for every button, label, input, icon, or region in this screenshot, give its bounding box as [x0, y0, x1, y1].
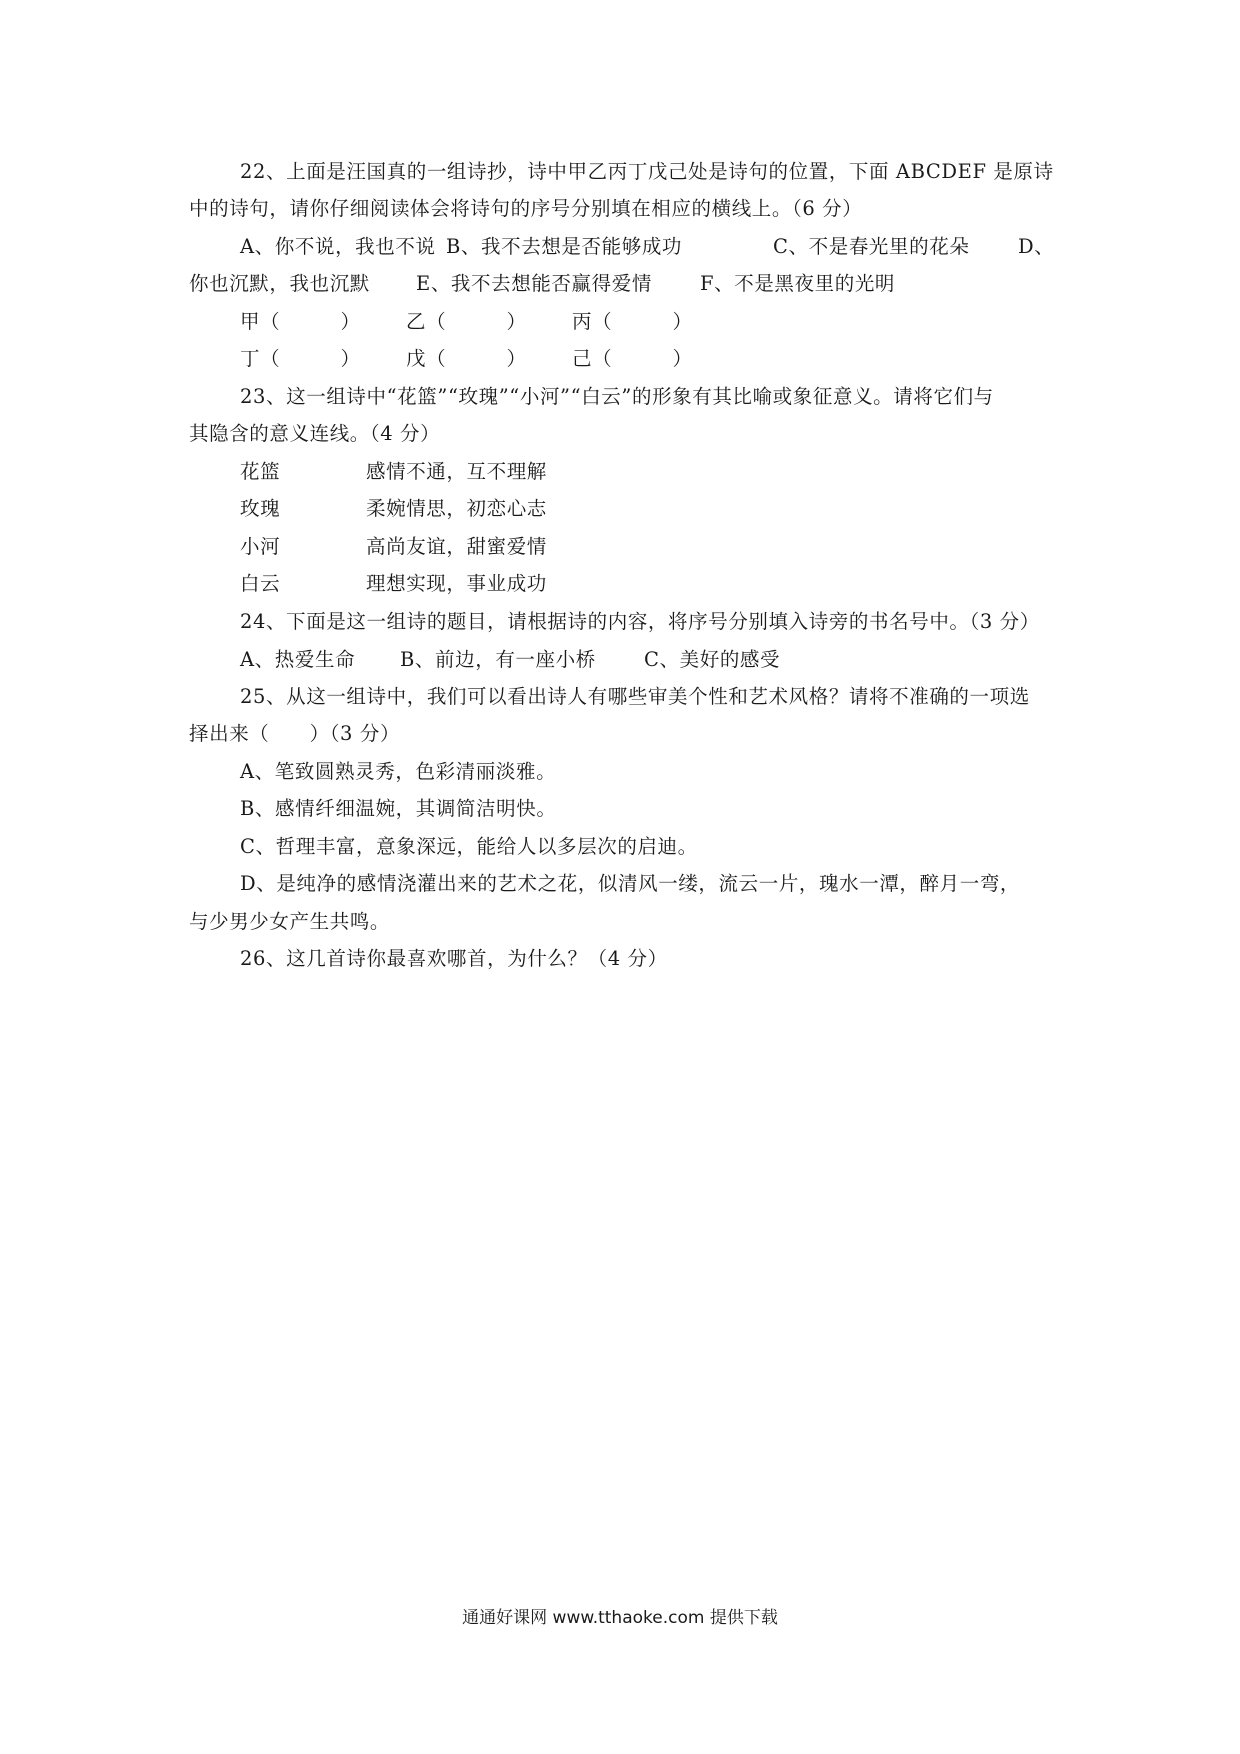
- q22-prompt-line1: 22、上面是汪国真的一组诗抄，诗中甲乙丙丁戊己处是诗句的位置，下面 ABCDEF 是原诗: [240, 160, 1054, 183]
- q22-blank-ji[interactable]: 己（ ）: [572, 347, 693, 370]
- q24-option-b: B、前边，有一座小桥: [400, 648, 596, 671]
- q23-meaning-item[interactable]: 高尚友谊，甜蜜爱情: [366, 535, 547, 558]
- q22-option-a: A、你不说，我也不说: [240, 235, 436, 258]
- q22-blank-wu[interactable]: 戊（ ）: [406, 347, 527, 370]
- q24-option-c: C、美好的感受: [644, 648, 781, 671]
- q23-prompt-line2: 其隐含的意义连线。（4 分）: [189, 422, 441, 445]
- q23-prompt-line1: 23、这一组诗中“花篮”“玫瑰”“小河”“白云”的形象有其比喻或象征意义。请将它们与: [240, 385, 994, 408]
- q24-prompt: 24、下面是这一组诗的题目，请根据诗的内容，将序号分别填入诗旁的书名号中。（3 分）: [240, 610, 1040, 633]
- q22-option-e: E、我不去想能否赢得爱情: [416, 272, 652, 295]
- q25-option-d-line2: 与少男少女产生共鸣。: [189, 910, 391, 933]
- q22-blank-ding[interactable]: 丁（ ）: [240, 347, 361, 370]
- q23-image-item[interactable]: 花篮: [240, 460, 281, 483]
- q25-option-a: A、笔致圆熟灵秀，色彩清丽淡雅。: [240, 760, 557, 783]
- q25-prompt-line2[interactable]: 择出来（ ）（3 分）: [189, 722, 401, 745]
- q23-image-item[interactable]: 玫瑰: [240, 497, 281, 520]
- q23-meaning-item[interactable]: 感情不通，互不理解: [366, 460, 547, 483]
- q22-option-c: C、不是春光里的花朵: [773, 235, 970, 258]
- q22-option-f: F、不是黑夜里的光明: [700, 272, 896, 295]
- q26-prompt: 26、这几首诗你最喜欢哪首，为什么？（4 分）: [240, 947, 668, 970]
- q22-blank-yi[interactable]: 乙（ ）: [406, 310, 527, 333]
- q23-meaning-item[interactable]: 理想实现，事业成功: [366, 572, 547, 595]
- page-footer: 通通好课网 www.tthaoke.com 提供下载: [462, 1608, 778, 1628]
- q22-option-d-text: 你也沉默，我也沉默: [189, 272, 370, 295]
- q25-option-d-line1: D、是纯净的感情浇灌出来的艺术之花，似清风一缕，流云一片，瑰水一潭，醉月一弯，: [240, 872, 1021, 895]
- q23-image-item[interactable]: 小河: [240, 535, 281, 558]
- q22-prompt-line2: 中的诗句，请你仔细阅读体会将诗句的序号分别填在相应的横线上。（6 分）: [189, 197, 863, 220]
- q25-prompt-line1: 25、从这一组诗中，我们可以看出诗人有哪些审美个性和艺术风格？请将不准确的一项选: [240, 685, 1030, 708]
- q24-option-a: A、热爱生命: [240, 648, 356, 671]
- q22-blank-jia[interactable]: 甲（ ）: [240, 310, 361, 333]
- q22-blank-bing[interactable]: 丙（ ）: [572, 310, 693, 333]
- q23-meaning-item[interactable]: 柔婉情思，初恋心志: [366, 497, 547, 520]
- q22-option-d-label: D、: [1018, 235, 1055, 258]
- q25-option-b: B、感情纤细温婉，其调简洁明快。: [240, 797, 557, 820]
- q23-image-item[interactable]: 白云: [240, 572, 281, 595]
- q22-option-b: B、我不去想是否能够成功: [446, 235, 683, 258]
- q25-option-c: C、哲理丰富，意象深远，能给人以多层次的启迪。: [240, 835, 698, 858]
